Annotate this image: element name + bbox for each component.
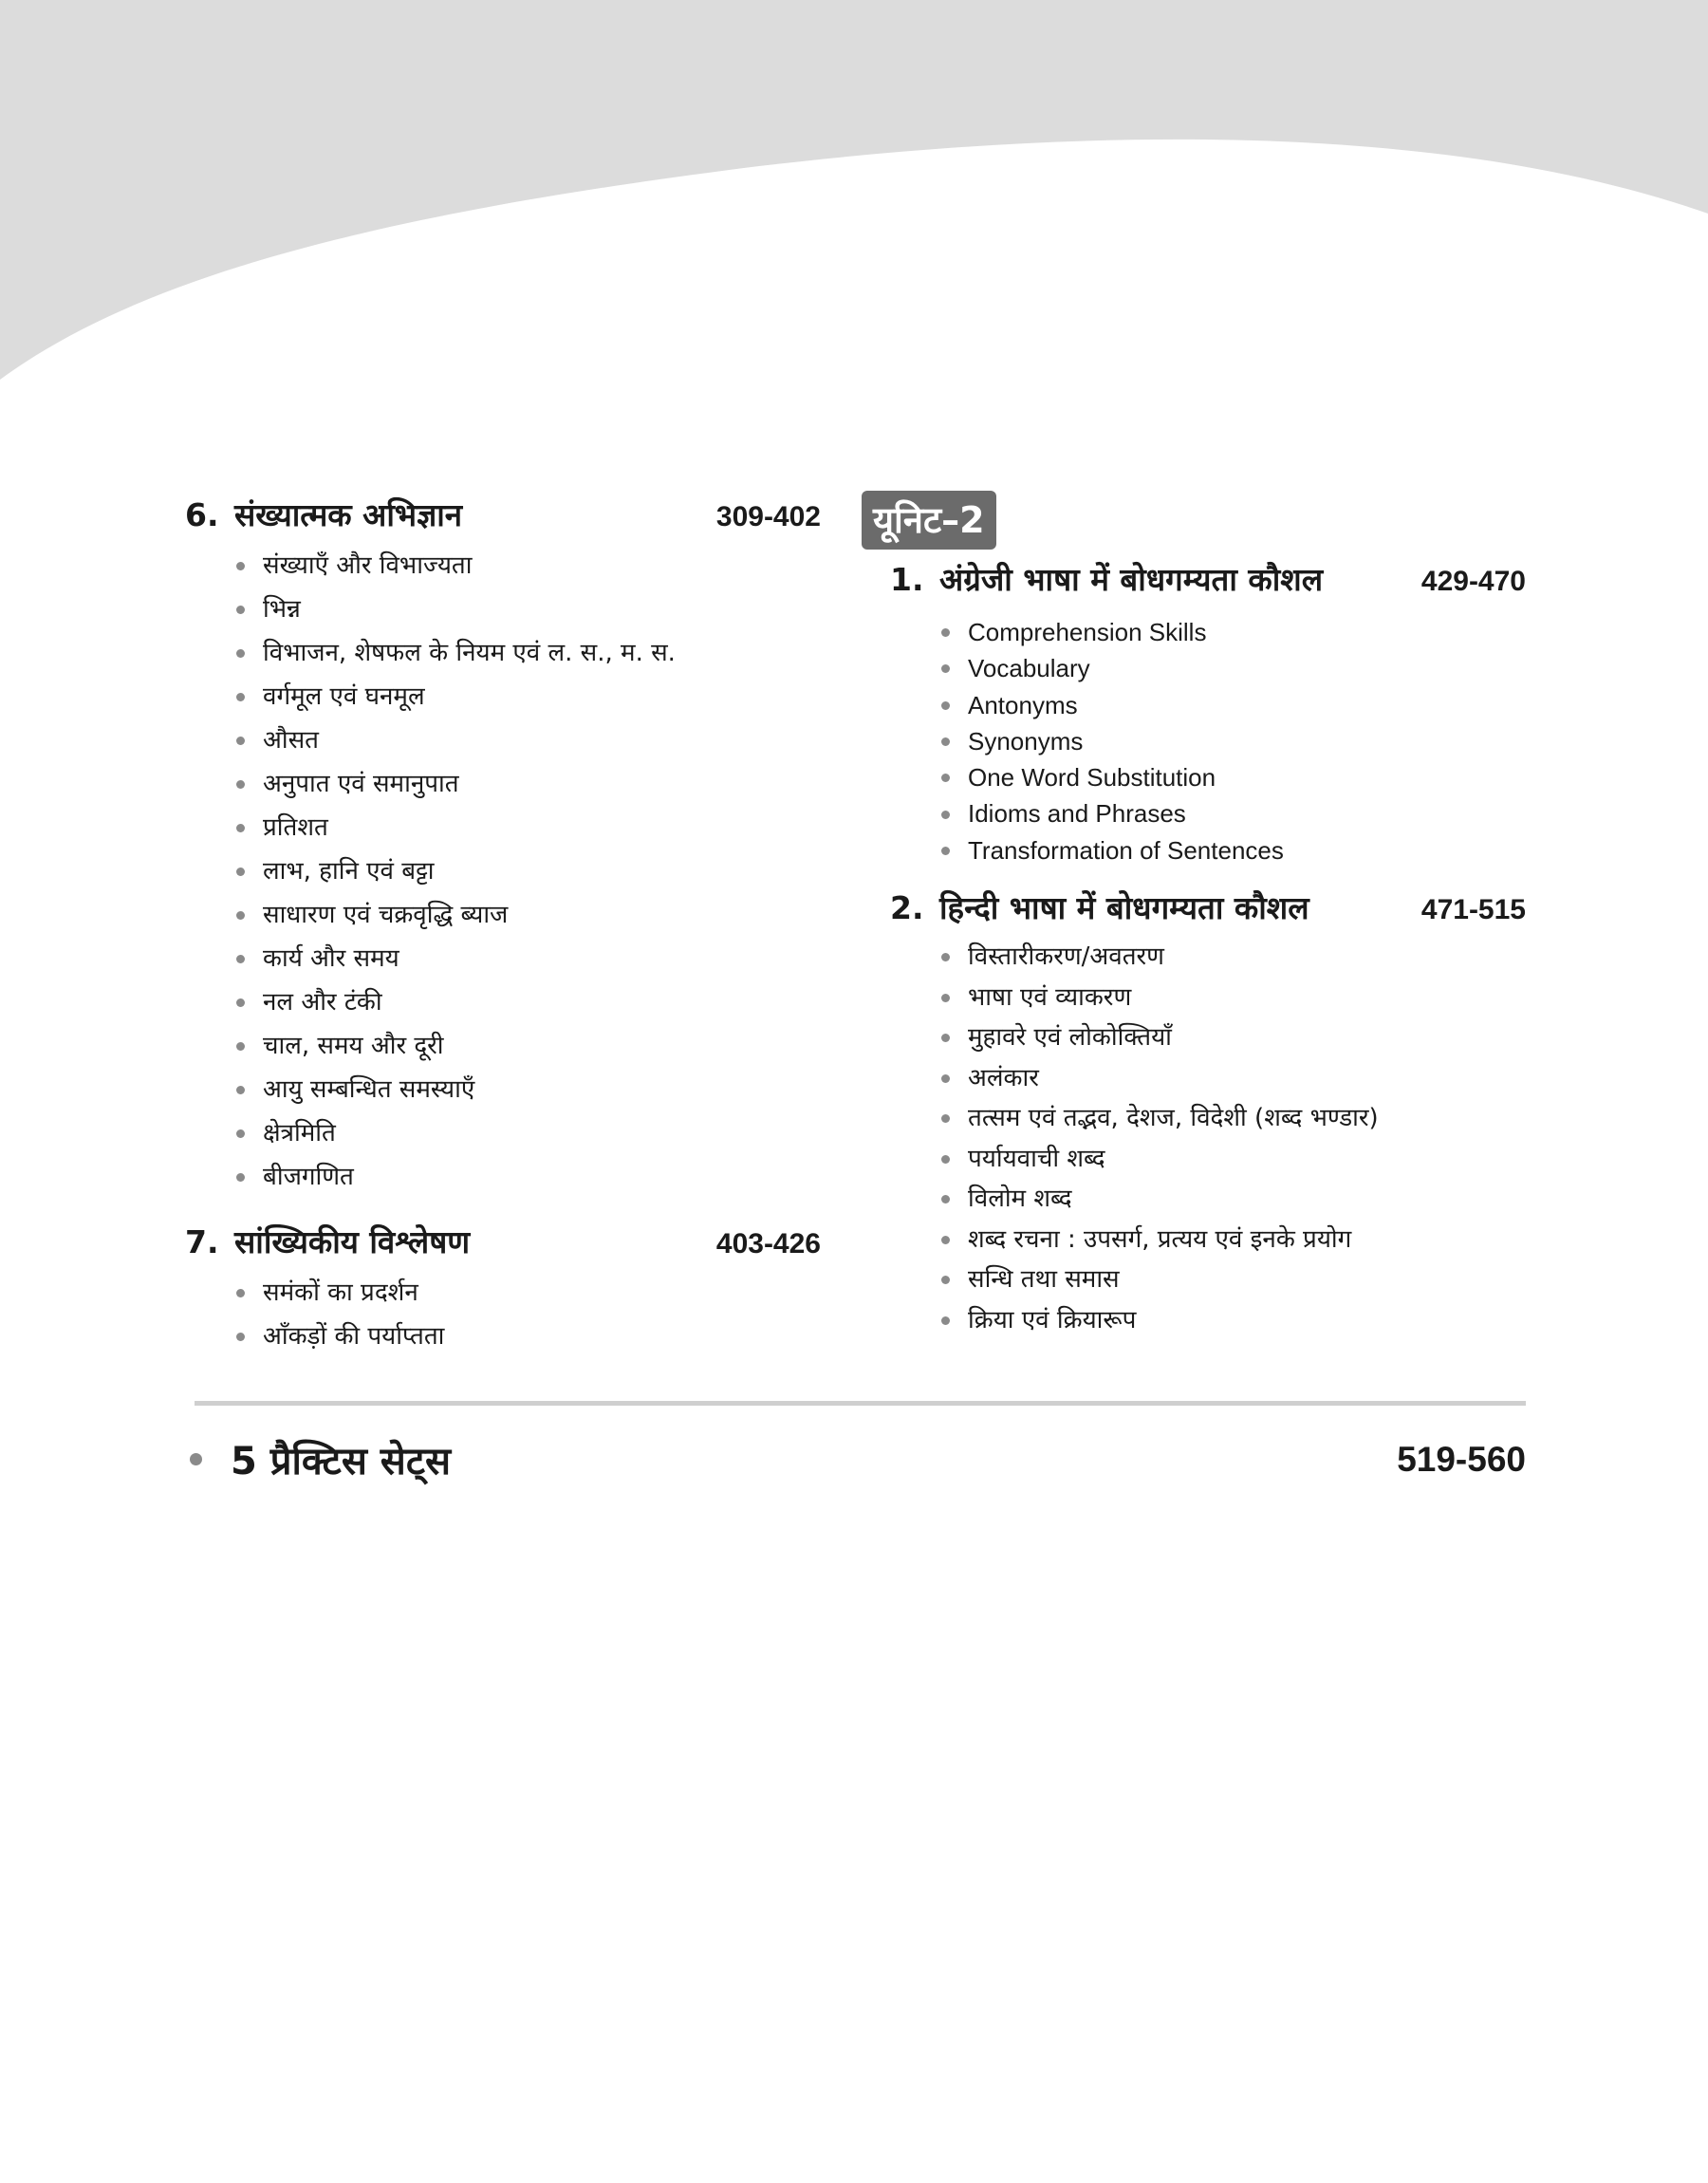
list-item: औसत [234,718,821,762]
list-item: अनुपात एवं समानुपात [234,762,821,806]
list-item: चाल, समय और दूरी [234,1024,821,1068]
list-item: Synonyms [939,723,1526,759]
list-item: समंकों का प्रदर्शन [234,1271,821,1315]
list-item: विस्तारीकरण/अवतरण [939,937,1526,978]
list-item: भाषा एवं व्याकरण [939,978,1526,1018]
list-item: Antonyms [939,687,1526,723]
unit-badge: यूनिट–2 [862,491,996,550]
section-1 [890,553,1526,868]
topic-list [185,1271,821,1358]
list-item: भिन्न [234,588,821,631]
practice-sets-title: 5 प्रैक्टिस सेट्स [231,1440,452,1483]
left-column [185,489,821,1358]
list-item: लाभ, हानि एवं बट्टा [234,849,821,893]
practice-sets-pages: 519-560 [1397,1439,1526,1479]
list-item: नल और टंकी [234,980,821,1024]
list-item: आयु सम्बन्धित समस्याएँ [234,1068,821,1111]
practice-sets-row [190,1433,1526,1485]
section-heading [890,553,1526,608]
section-pages: 471-515 [1420,894,1526,926]
list-item: One Word Substitution [939,759,1526,795]
list-item: Idioms and Phrases [939,795,1526,831]
list-item: आँकड़ों की पर्याप्तता [234,1315,821,1358]
section-heading [890,882,1526,937]
section-title: अंग्रेजी भाषा में बोधगम्यता कौशल [939,561,1324,598]
section-pages: 309-402 [715,501,821,532]
list-item: क्रिया एवं क्रियारूप [939,1300,1526,1341]
list-item: वर्गमूल एवं घनमूल [234,675,821,718]
list-item: Comprehension Skills [939,614,1526,650]
section-number: 1. [890,561,924,598]
list-item: तत्सम एवं तद्भव, देशज, विदेशी (शब्द भण्डार) [939,1098,1526,1139]
topic-list [890,614,1526,868]
list-item: मुहावरे एवं लोकोक्तियाँ [939,1017,1526,1058]
list-item: Vocabulary [939,650,1526,686]
list-item: कार्य और समय [234,937,821,980]
section-number: 7. [185,1223,219,1260]
section-title: हिन्दी भाषा में बोधगम्यता कौशल [939,889,1309,927]
list-item: पर्यायवाची शब्द [939,1139,1526,1180]
list-item: सन्धि तथा समास [939,1259,1526,1300]
section-title: संख्यात्मक अभिज्ञान [234,496,463,533]
section-heading [185,489,821,544]
list-item: क्षेत्रमिति [234,1111,821,1155]
section-heading [185,1216,821,1271]
section-divider [195,1401,1526,1406]
list-item: अलंकार [939,1058,1526,1099]
section-2 [890,882,1526,1340]
list-item: बीजगणित [234,1155,821,1199]
section-7 [185,1216,821,1358]
section-number: 6. [185,496,219,533]
list-item: विभाजन, शेषफल के नियम एवं ल. स., म. स. [234,631,821,675]
right-column [862,491,1526,1340]
list-item: संख्याएँ और विभाज्यता [234,544,821,588]
list-item: Transformation of Sentences [939,832,1526,868]
topic-list [890,937,1526,1340]
section-pages: 403-426 [715,1228,821,1259]
bullet-icon [190,1453,202,1465]
section-6 [185,489,821,1199]
topic-list [185,544,821,1199]
section-number: 2. [890,889,924,927]
list-item: विलोम शब्द [939,1179,1526,1220]
list-item: शब्द रचना : उपसर्ग, प्रत्यय एवं इनके प्रयोग [939,1220,1526,1260]
section-pages: 429-470 [1420,566,1526,597]
header-curve-band [0,0,1708,399]
list-item: प्रतिशत [234,806,821,849]
list-item: साधारण एवं चक्रवृद्धि ब्याज [234,893,821,937]
section-title: सांख्यिकीय विश्लेषण [234,1223,471,1260]
